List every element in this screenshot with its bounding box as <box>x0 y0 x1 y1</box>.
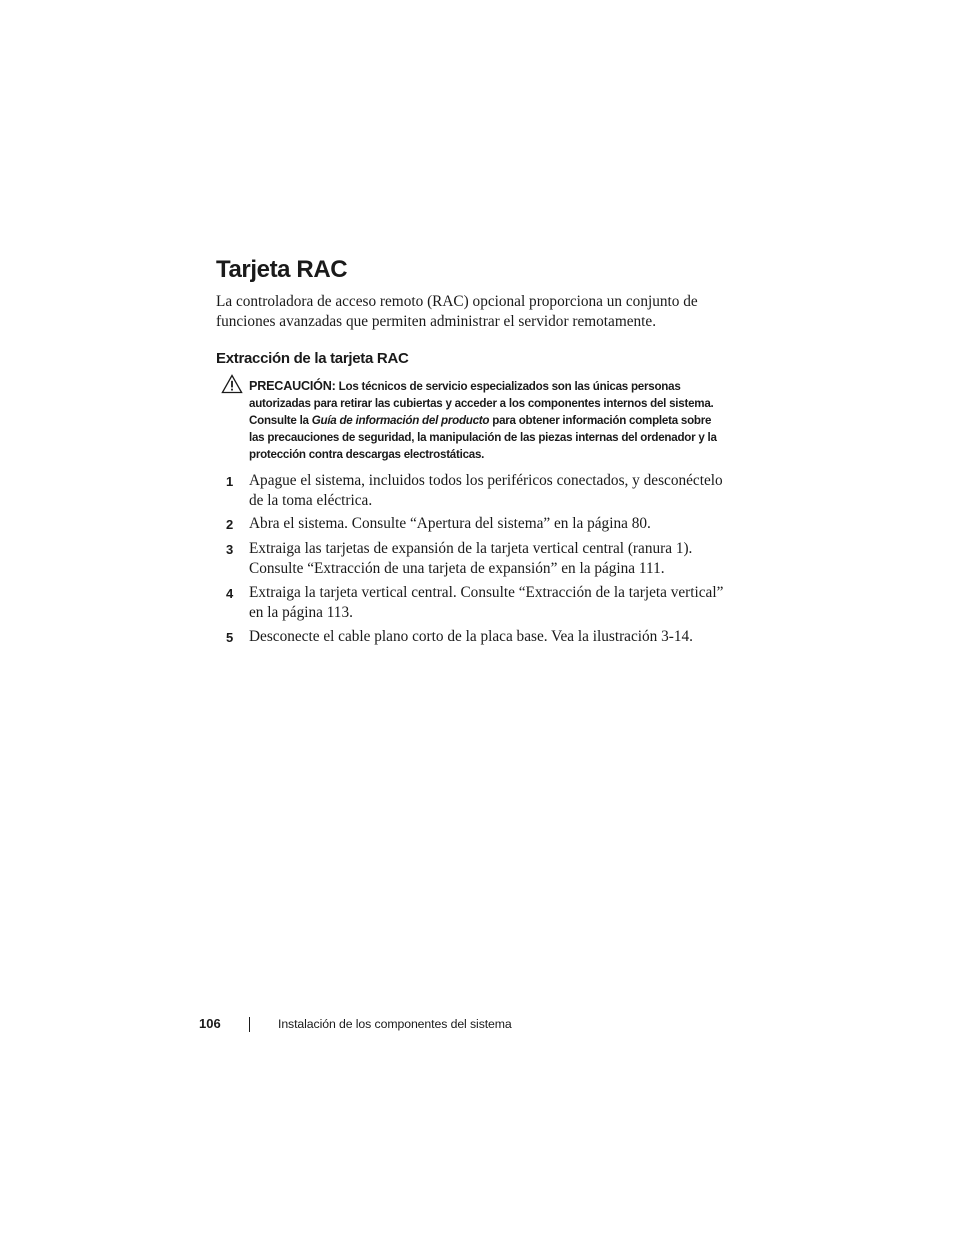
step-text: Extraiga la tarjeta vertical central. Consulte “Extracción de la tarjeta vertical” en la página 113. <box>249 584 724 621</box>
caution-text-after: para obtener información completa sobre las precauciones de seguridad, la manipulación de las piezas internas del ordenador y la protección contra descargas electrostáticas. <box>249 414 717 461</box>
step-number: 1 <box>226 474 234 489</box>
page-number: 106 <box>199 1016 221 1031</box>
chapter-title: Instalación de los componentes del sistema <box>278 1017 512 1031</box>
caution-text-before: Los técnicos de servicio especializados son las únicas personas autorizadas para retirar las cubiertas y acceder a los componentes internos del sistema. Consulte la <box>249 380 714 427</box>
step-number: 5 <box>226 630 234 645</box>
step-number: 4 <box>226 586 234 601</box>
page-title: Tarjeta RAC <box>216 256 348 283</box>
warning-triangle-icon <box>221 374 243 394</box>
section-heading: Extracción de la tarjeta RAC <box>216 350 409 367</box>
step-text: Extraiga las tarjetas de expansión de la tarjeta vertical central (ranura 1). Consulte “Extracción de una tarjeta de expansión” en la página 111. <box>249 540 693 577</box>
footer-divider <box>249 1017 250 1032</box>
caution-reference: Guía de información del producto <box>311 414 490 427</box>
step-text: Apague el sistema, incluidos todos los periféricos conectados, y desconéctelo de la toma eléctrica. <box>249 472 723 509</box>
step-text: Desconecte el cable plano corto de la placa base. Vea la ilustración 3-14. <box>249 628 693 645</box>
intro-paragraph: La controladora de acceso remoto (RAC) opcional proporciona un conjunto de funciones avanzadas que permiten administrar el servidor remotamente. <box>216 293 698 330</box>
caution-label: PRECAUCIÓN: <box>249 379 336 393</box>
step-text: Abra el sistema. Consulte “Apertura del sistema” en la página 80. <box>249 515 651 532</box>
step-number: 3 <box>226 542 234 557</box>
step-number: 2 <box>226 517 234 532</box>
caution-note <box>249 378 729 463</box>
